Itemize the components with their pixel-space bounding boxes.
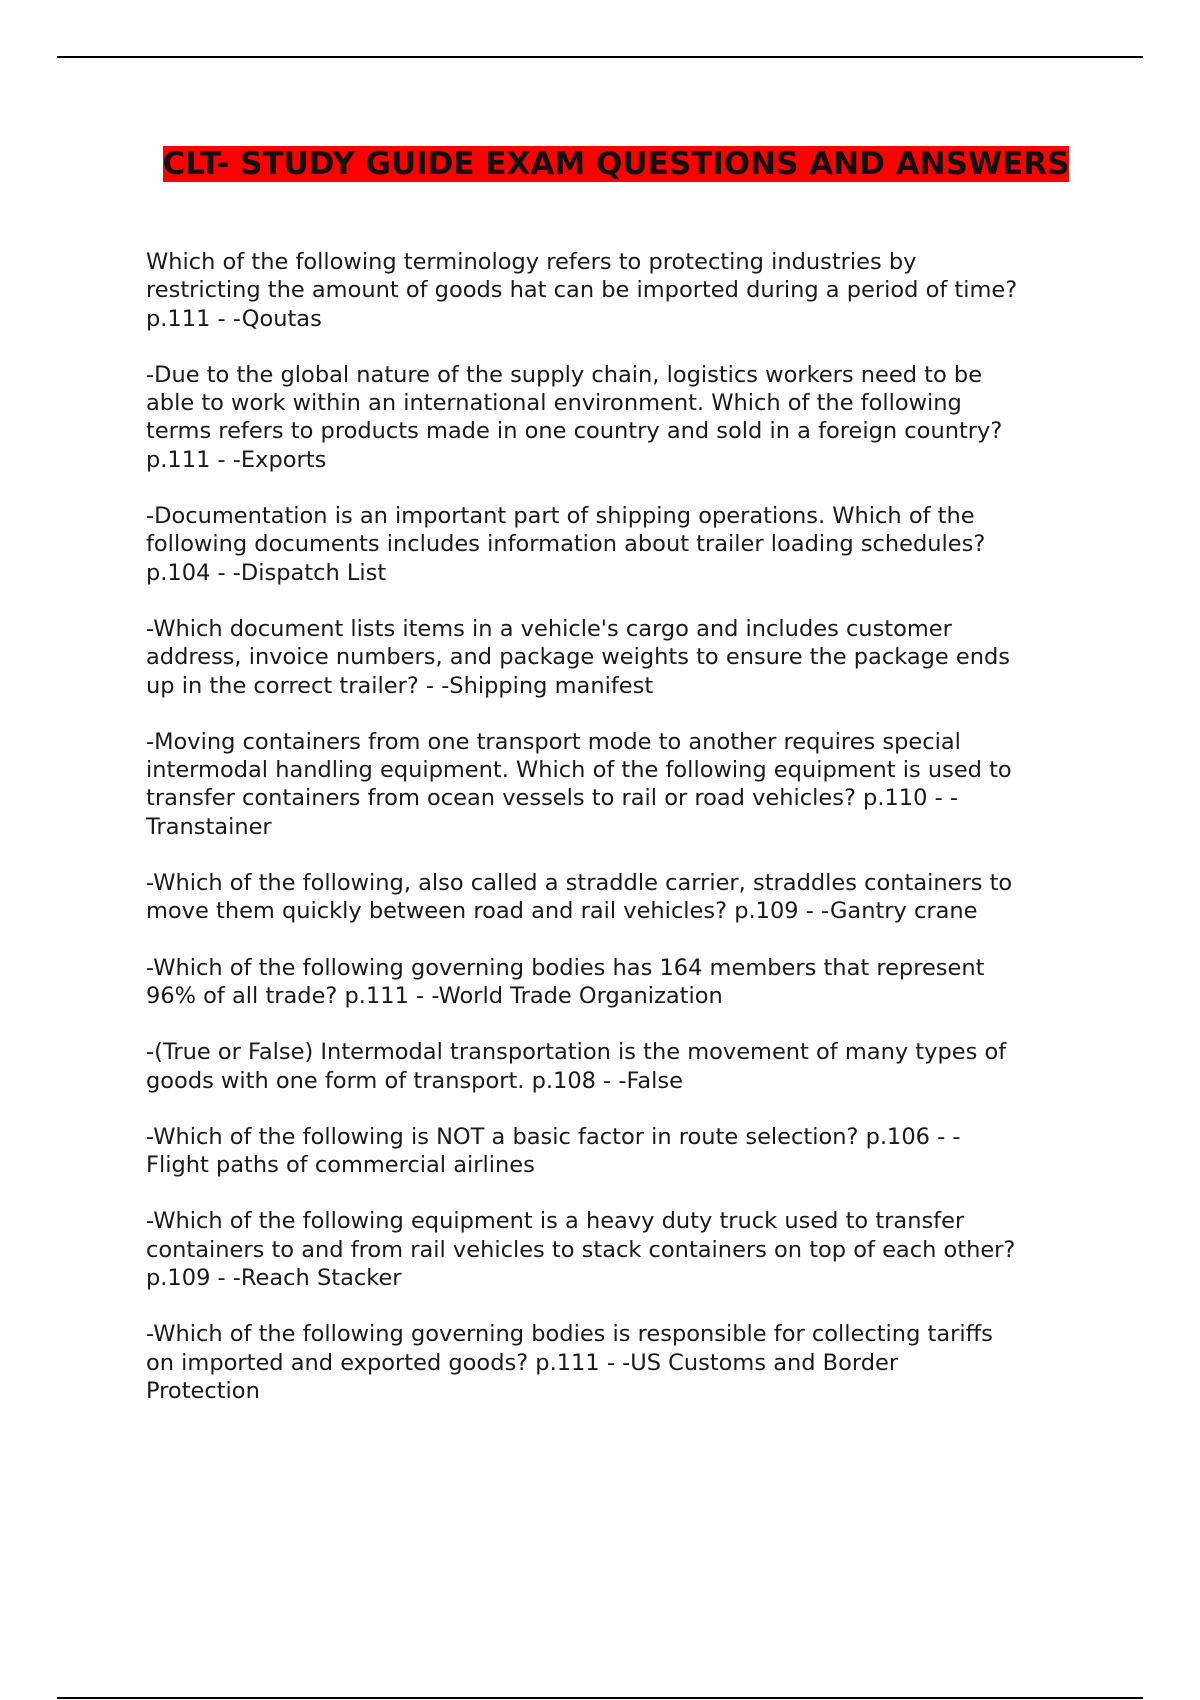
qa-line: -Which of the following, also called a straddle carrier, straddles containers to (146, 870, 1013, 897)
qa-line: -Documentation is an important part of shipping operations. Which of the (146, 503, 975, 530)
qa-item (146, 1320, 1096, 1405)
qa-item (146, 1207, 1096, 1292)
qa-line: goods with one form of transport. p.108 - -False (146, 1067, 684, 1094)
qa-line: following documents includes information about trailer loading schedules? (146, 531, 986, 558)
qa-line: -Moving containers from one transport mode to another requires special (146, 728, 961, 755)
qa-line: move them quickly between road and rail vehicles? p.109 - -Gantry crane (146, 898, 978, 925)
qa-line: up in the correct trailer? - -Shipping manifest (146, 672, 654, 699)
qa-item (146, 728, 1096, 841)
qa-line: -(True or False) Intermodal transportation is the movement of many types of (146, 1039, 1007, 1066)
header-divider (57, 56, 1143, 58)
qa-line: Flight paths of commercial airlines (146, 1152, 535, 1179)
qa-line: Protection (146, 1377, 260, 1404)
qa-line: able to work within an international environment. Which of the following (146, 390, 962, 417)
qa-line: 96% of all trade? p.111 - -World Trade Organization (146, 982, 723, 1009)
qa-item (146, 954, 1096, 1011)
qa-line: transfer containers from ocean vessels to rail or road vehicles? p.110 - - (146, 785, 958, 812)
qa-line: -Which document lists items in a vehicle's cargo and includes customer (146, 615, 952, 642)
qa-line: Which of the following terminology refers to protecting industries by (146, 249, 917, 275)
qa-line: p.104 - -Dispatch List (146, 559, 387, 586)
qa-item (146, 248, 1096, 333)
document-title: CLT- STUDY GUIDE EXAM QUESTIONS AND ANSWERS (162, 146, 1070, 182)
qa-line: containers to and from rail vehicles to stack containers on top of each other? (146, 1236, 1016, 1263)
qa-line: address, invoice numbers, and package weights to ensure the package ends (146, 644, 1011, 671)
qa-line: terms refers to products made in one country and sold in a foreign country? (146, 418, 1003, 445)
qa-item (146, 1123, 1096, 1180)
qa-line: p.111 - -Qoutas (146, 305, 322, 332)
qa-item (146, 1038, 1096, 1095)
qa-line: p.109 - -Reach Stacker (146, 1265, 402, 1292)
qa-line: -Which of the following governing bodies has 164 members that represent (146, 954, 985, 981)
qa-line: -Which of the following equipment is a heavy duty truck used to transfer (146, 1208, 965, 1235)
title-block (146, 145, 1086, 183)
qa-line: p.111 - -Exports (146, 446, 327, 473)
qa-item (146, 361, 1096, 474)
qa-line: Transtainer (146, 813, 272, 840)
qa-item (146, 615, 1096, 700)
qa-line: restricting the amount of goods hat can be imported during a period of time? (146, 277, 1018, 304)
footer-divider (57, 1697, 1143, 1699)
qa-line: -Which of the following governing bodies is responsible for collecting tariffs (146, 1321, 993, 1348)
qa-item (146, 502, 1096, 587)
qa-line: -Which of the following is NOT a basic factor in route selection? p.106 - - (146, 1123, 961, 1150)
qa-item (146, 869, 1096, 926)
qa-line: -Due to the global nature of the supply chain, logistics workers need to be (146, 361, 983, 388)
qa-list (146, 248, 1096, 1433)
qa-line: intermodal handling equipment. Which of the following equipment is used to (146, 757, 1012, 784)
qa-line: on imported and exported goods? p.111 - -US Customs and Border (146, 1349, 899, 1376)
